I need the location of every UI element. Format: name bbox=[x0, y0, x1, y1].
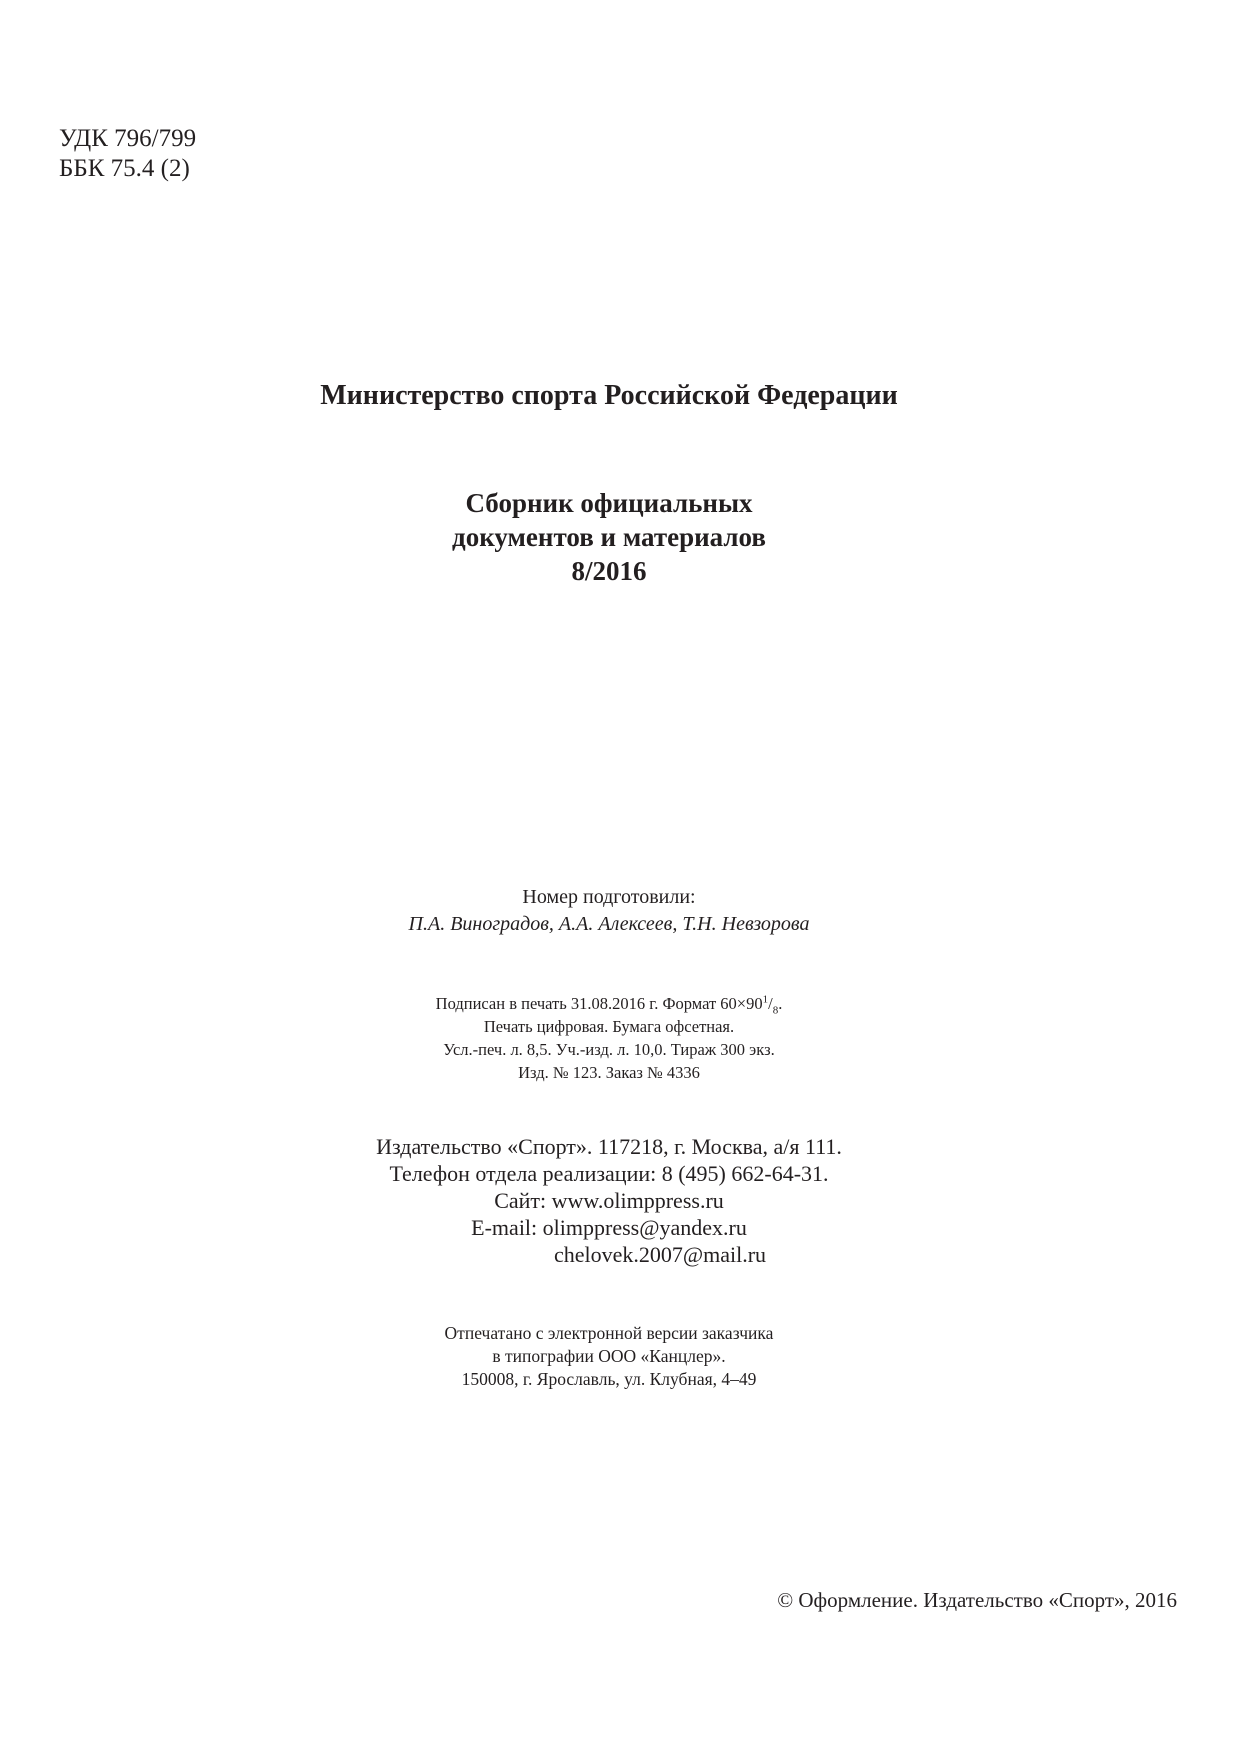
publisher-email-2: chelovek.2007@mail.ru bbox=[553, 1242, 767, 1267]
prepared-names: П.А. Виноградов, А.А. Алексеев, Т.Н. Невзорова bbox=[408, 913, 810, 935]
publisher-site: Сайт: www.olimppress.ru bbox=[494, 1188, 724, 1213]
publisher-address: Издательство «Спорт». 117218, г. Москва, а/я 111. bbox=[376, 1134, 842, 1159]
bbk-code: ББК 75.4 (2) bbox=[59, 155, 190, 182]
prepared-by bbox=[0, 884, 1218, 938]
printed-line-3: 150008, г. Ярославль, ул. Клубная, 4–49 bbox=[461, 1369, 757, 1389]
copyright-notice: © Оформление. Издательство «Спорт», 2016 bbox=[777, 1588, 1177, 1612]
title-line-2: документов и материалов bbox=[452, 522, 766, 552]
format-denominator: 8 bbox=[772, 1004, 779, 1017]
issue-number: 8/2016 bbox=[571, 556, 647, 586]
print-signed-text: Подписан в печать 31.08.2016 г. Формат 60×90 bbox=[435, 994, 763, 1013]
format-numerator: 1 bbox=[762, 993, 769, 1006]
format-end: . bbox=[778, 994, 783, 1013]
print-type-line: Печать цифровая. Бумага офсетная. bbox=[483, 1017, 735, 1036]
prepared-label: Номер подготовили: bbox=[522, 886, 696, 908]
collection-title bbox=[0, 486, 1218, 588]
title-line-1: Сборник официальных bbox=[465, 488, 753, 518]
ministry-heading: Министерство спорта Российской Федерации bbox=[320, 380, 898, 411]
print-details bbox=[0, 992, 1218, 1084]
publisher-email-1: E-mail: olimppress@yandex.ru bbox=[471, 1215, 747, 1240]
udk-code: УДК 796/799 bbox=[59, 125, 197, 152]
print-signed-line bbox=[0, 992, 1218, 1015]
printed-line-2: в типографии ООО «Канцлер». bbox=[492, 1346, 726, 1366]
printed-line-1: Отпечатано с электронной версии заказчика bbox=[444, 1323, 774, 1343]
print-order-line: Изд. № 123. Заказ № 4336 bbox=[518, 1063, 700, 1082]
print-volume-line: Усл.-печ. л. 8,5. Уч.-изд. л. 10,0. Тираж 300 экз. bbox=[443, 1040, 775, 1059]
publisher-phone: Телефон отдела реализации: 8 (495) 662-64-31. bbox=[389, 1161, 829, 1186]
publisher-info bbox=[0, 1133, 1218, 1268]
classification-codes bbox=[59, 124, 196, 184]
printing-house-info bbox=[0, 1322, 1218, 1391]
format-separator: / bbox=[768, 994, 773, 1013]
